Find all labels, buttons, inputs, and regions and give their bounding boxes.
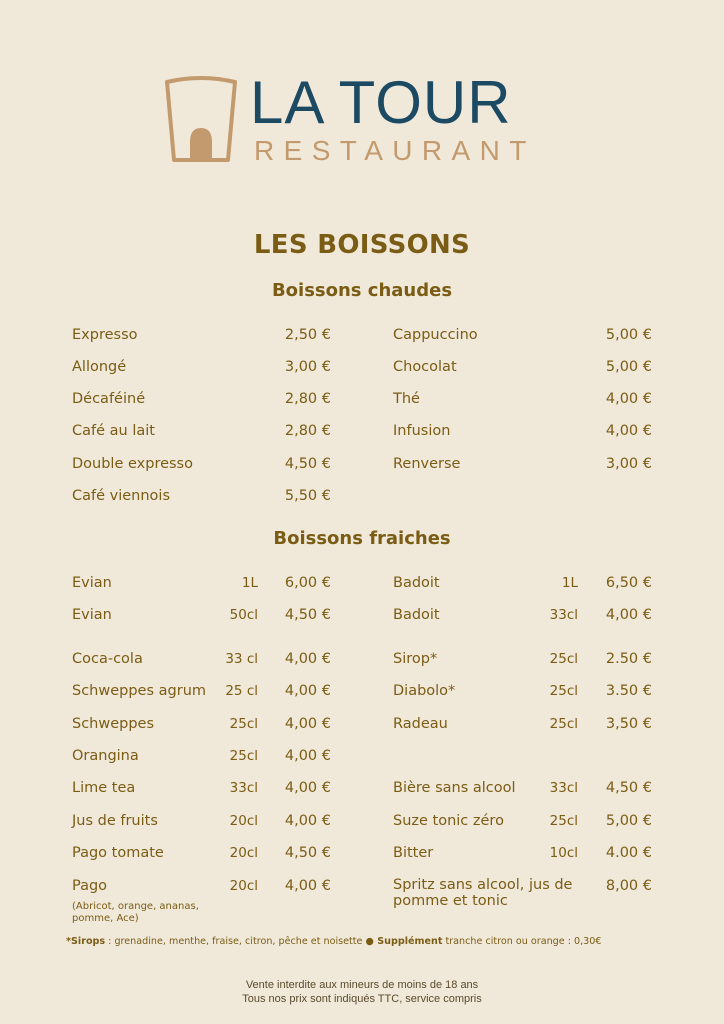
item-price: 2,80 € xyxy=(284,423,331,439)
item-name: Café viennois xyxy=(72,488,171,504)
item-name: Radeau xyxy=(393,716,448,732)
item-volume: 33cl xyxy=(549,607,578,623)
sirops-text: : grenadine, menthe, fraise, citron, pêche et noisette xyxy=(105,936,366,947)
item-volume: 25cl xyxy=(549,813,578,829)
item-name: Sirop* xyxy=(393,651,438,667)
item-price: 6,50 € xyxy=(605,575,652,591)
item-price: 3,00 € xyxy=(605,456,652,472)
item-name: Infusion xyxy=(393,423,451,439)
item-price: 3,50 € xyxy=(605,716,652,732)
item-volume: 50cl xyxy=(229,607,258,623)
item-name: Orangina xyxy=(72,748,139,764)
item-price: 3.50 € xyxy=(605,683,652,699)
footnote xyxy=(66,936,601,947)
item-name: Expresso xyxy=(72,327,138,343)
item-volume: 25cl xyxy=(549,683,578,699)
item-name: Café au lait xyxy=(72,423,155,439)
item-price: 4,00 € xyxy=(605,607,652,623)
item-name: Pago tomate xyxy=(72,845,164,861)
item-price: 4,00 € xyxy=(605,391,652,407)
sirops-label: *Sirops xyxy=(66,936,106,947)
item-name: Bière sans alcool xyxy=(393,780,516,796)
page-title: LES BOISSONS xyxy=(253,230,471,260)
supplement-label: Supplément xyxy=(373,936,443,947)
item-volume: 25 cl xyxy=(225,683,258,699)
item-volume: 25cl xyxy=(229,716,258,732)
item-price: 4.00 € xyxy=(605,845,652,861)
item-price: 4,00 € xyxy=(284,878,331,894)
item-name: Schweppes xyxy=(72,716,155,732)
pago-flavours-note: (Abricot, orange, ananas, pomme, Ace) xyxy=(72,901,199,924)
item-name: Lime tea xyxy=(72,780,136,796)
item-price: 4,50 € xyxy=(284,845,331,861)
cold-drinks-heading: Boissons fraiches xyxy=(273,528,451,549)
hot-drinks-heading: Boissons chaudes xyxy=(271,280,453,301)
item-name: Badoit xyxy=(393,607,440,623)
item-name: Renverse xyxy=(393,456,461,472)
item-volume: 20cl xyxy=(229,813,258,829)
item-name: Badoit xyxy=(393,575,440,591)
item-price: 4,00 € xyxy=(284,683,331,699)
bullet-icon: ● xyxy=(365,936,374,947)
item-price: 4,50 € xyxy=(605,780,652,796)
item-price: 8,00 € xyxy=(605,878,652,894)
item-name: Chocolat xyxy=(393,359,457,375)
item-price: 6,00 € xyxy=(284,575,331,591)
item-name: Bitter xyxy=(393,845,434,861)
age-notice: Vente interdite aux mineurs de moins de 18 ans xyxy=(245,979,479,991)
item-price: 2,50 € xyxy=(284,327,331,343)
item-name: Double expresso xyxy=(72,456,193,472)
item-price: 4,50 € xyxy=(284,456,331,472)
item-price: 3,00 € xyxy=(284,359,331,375)
supplement-text: tranche citron ou orange : 0,30€ xyxy=(442,936,602,947)
logo-title: LA TOUR xyxy=(250,69,512,136)
item-volume: 20cl xyxy=(229,845,258,861)
item-volume: 25cl xyxy=(549,651,578,667)
item-price: 2,80 € xyxy=(284,391,331,407)
item-name: Décaféiné xyxy=(72,391,146,407)
item-name: Thé xyxy=(393,391,420,407)
logo-subtitle: RESTAURANT xyxy=(254,135,536,166)
item-price: 4,50 € xyxy=(284,607,331,623)
item-price: 2.50 € xyxy=(605,651,652,667)
item-name: Suze tonic zéro xyxy=(393,813,504,829)
item-volume: 1L xyxy=(561,575,578,591)
item-price: 5,00 € xyxy=(605,813,652,829)
item-volume: 1L xyxy=(241,575,258,591)
item-name: Coca-cola xyxy=(72,651,143,667)
item-price: 4,00 € xyxy=(605,423,652,439)
item-name: Pago xyxy=(72,878,108,894)
item-volume: 20cl xyxy=(229,878,258,894)
item-name: Diabolo* xyxy=(393,683,456,699)
item-price: 5,00 € xyxy=(605,359,652,375)
item-name: Evian xyxy=(72,607,112,623)
item-price: 4,00 € xyxy=(284,651,331,667)
item-name: Evian xyxy=(72,575,112,591)
item-volume: 33cl xyxy=(549,780,578,796)
item-name: Allongé xyxy=(72,359,127,375)
item-price: 4,00 € xyxy=(284,748,331,764)
item-volume: 25cl xyxy=(549,716,578,732)
item-price: 5,50 € xyxy=(284,488,331,504)
item-price: 5,00 € xyxy=(605,327,652,343)
item-volume: 33 cl xyxy=(225,651,258,667)
item-volume: 10cl xyxy=(549,845,578,861)
item-name: Jus de fruits xyxy=(72,813,158,829)
item-price: 4,00 € xyxy=(284,813,331,829)
item-price: 4,00 € xyxy=(284,780,331,796)
item-volume: 33cl xyxy=(229,780,258,796)
price-notice: Tous nos prix sont indiqués TTC, service compris xyxy=(242,993,482,1005)
item-volume: 25cl xyxy=(229,748,258,764)
tower-logo-icon xyxy=(164,76,238,162)
item-price: 4,00 € xyxy=(284,716,331,732)
item-name: Spritz sans alcool, jus de pomme et tonic xyxy=(393,877,573,909)
item-name: Schweppes agrum xyxy=(72,683,207,699)
item-name: Cappuccino xyxy=(393,327,478,343)
